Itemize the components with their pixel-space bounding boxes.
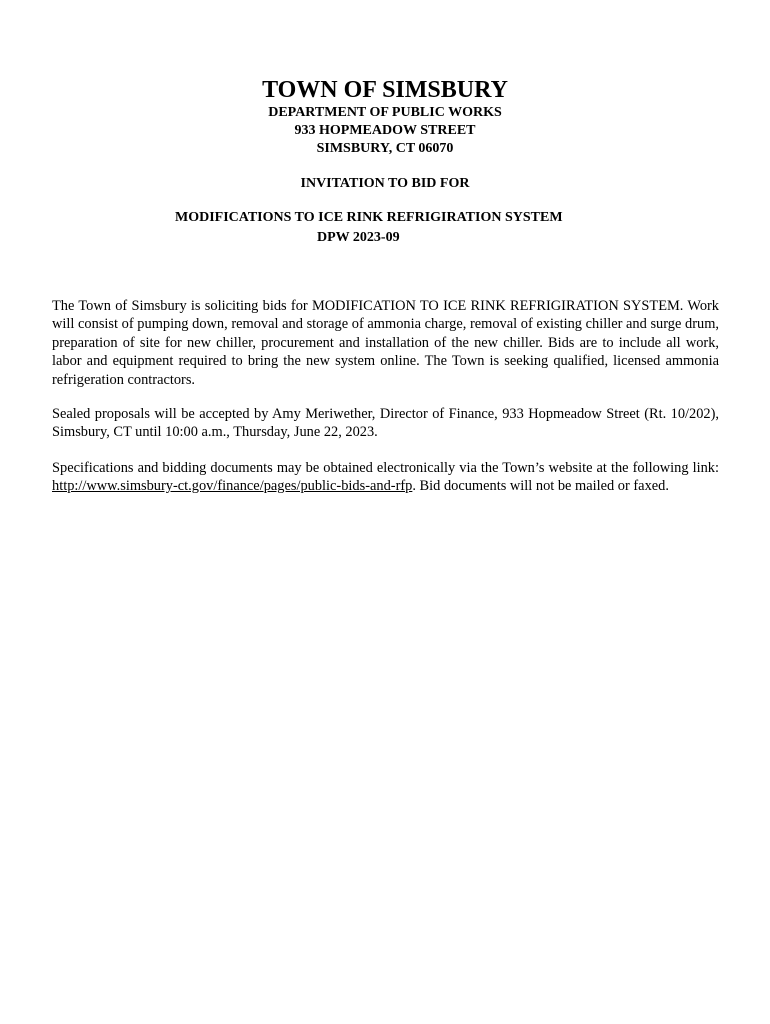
city-state-zip: SIMSBURY, CT 06070 (316, 141, 454, 156)
proposal-deadline-paragraph: Sealed proposals will be accepted by Amy Meriwether, Director of Finance, 933 Hopmeadow Street (Rt. 10/202), Simsbury, CT until 10:00 a.m., Thursday, June 22, 2023. (52, 406, 719, 441)
invitation-heading: INVITATION TO BID FOR (300, 176, 470, 191)
department-name: DEPARTMENT OF PUBLIC WORKS (268, 105, 502, 120)
solicitation-paragraph: The Town of Simsbury is soliciting bids for MODIFICATION TO ICE RINK REFRIGIRATION SYSTEM. Work will consist of pumping down, removal and storage of ammonia charge, removal of existing chiller and surge drum, preparation of site for new chiller, procurement and installation of the new chiller. Bids are to include all work, labor and equipment required to bring the new system online. The Town is seeking qualified, licensed ammonia refrigeration contractors. (52, 298, 719, 388)
specifications-text-end: . Bid documents will not be mailed or faxed. (412, 478, 669, 495)
town-title: TOWN OF SIMSBURY (262, 77, 508, 103)
specifications-text: Specifications and bidding documents may be obtained electronically via the Town’s website at the following link: (52, 460, 719, 476)
street-address: 933 HOPMEADOW STREET (294, 123, 476, 138)
specifications-paragraph (52, 459, 719, 496)
project-number: DPW 2023-09 (317, 230, 400, 245)
bids-link[interactable]: http://www.simsbury-ct.gov/finance/pages/public-bids-and-rfp (52, 478, 413, 495)
project-title: MODIFICATIONS TO ICE RINK REFRIGIRATION SYSTEM (175, 210, 563, 225)
